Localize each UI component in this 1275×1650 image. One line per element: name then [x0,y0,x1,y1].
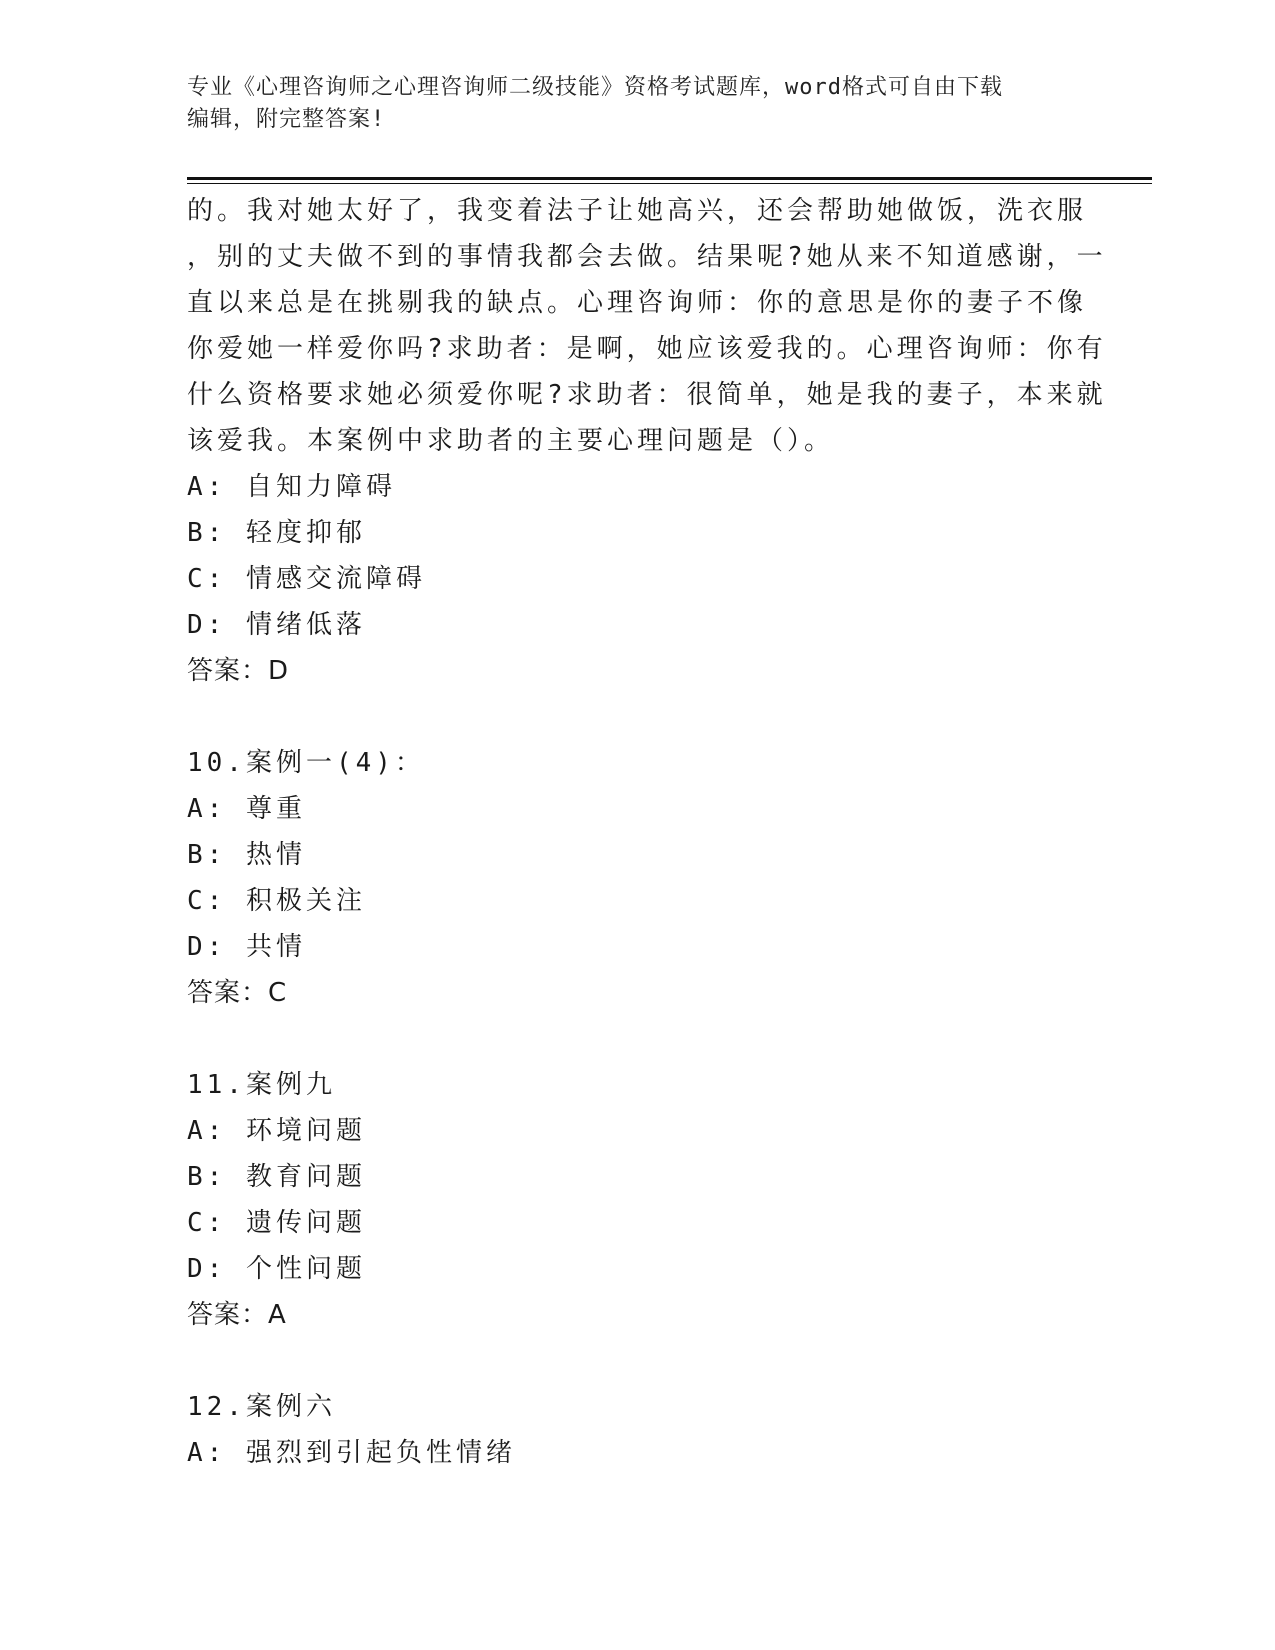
answer: 答案：A [187,1300,287,1330]
answer: 答案：C [187,978,288,1008]
option-a: A: 强烈到引起负性情绪 [187,1438,516,1468]
option-a: A: 自知力障碍 [187,472,396,502]
document-header [187,72,1067,136]
option-d: D: 情绪低落 [187,610,366,640]
question-text-line: 你爱她一样爱你吗?求助者：是啊，她应该爱我的。心理咨询师：你有 [187,334,1107,364]
option-a: A: 环境问题 [187,1116,366,1146]
answer: 答案：D [187,656,290,686]
question-12 [187,1384,1087,1476]
spacer [187,1016,1087,1062]
spacer [187,1338,1087,1384]
question-title: 12.案例六 [187,1392,336,1422]
question-text-line: 该爱我。本案例中求助者的主要心理问题是（）。 [187,426,835,456]
question-9 [187,188,1107,694]
document-body [187,188,1107,1476]
header-line-2: 编辑，附完整答案! [187,107,386,132]
option-c: C: 积极关注 [187,886,366,916]
option-b: B: 轻度抑郁 [187,518,366,548]
option-c: C: 情感交流障碍 [187,564,426,594]
question-text-line: 的。我对她太好了，我变着法子让她高兴，还会帮助她做饭，洗衣服 [187,196,1088,226]
header-rule-thick [187,177,1152,180]
option-a: A: 尊重 [187,794,306,824]
spacer [187,694,1087,740]
question-11 [187,1062,1087,1338]
option-d: D: 个性问题 [187,1254,366,1284]
question-text-line: 什么资格要求她必须爱你呢?求助者：很简单，她是我的妻子，本来就 [187,380,1107,410]
question-text-line: ，别的丈夫做不到的事情我都会去做。结果呢?她从来不知道感谢，一 [187,242,1107,272]
option-b: B: 热情 [187,840,306,870]
option-c: C: 遗传问题 [187,1208,366,1238]
header-line-1: 专业《心理咨询师之心理咨询师二级技能》资格考试题库，word格式可自由下载 [187,75,1003,100]
option-d: D: 共情 [187,932,306,962]
option-b: B: 教育问题 [187,1162,366,1192]
question-title: 11.案例九 [187,1070,336,1100]
question-10 [187,740,1087,1016]
question-title: 10.案例一(4)： [187,748,425,778]
question-text-line: 直以来总是在挑剔我的缺点。心理咨询师：你的意思是你的妻子不像 [187,288,1088,318]
header-rule-thin [187,183,1152,184]
